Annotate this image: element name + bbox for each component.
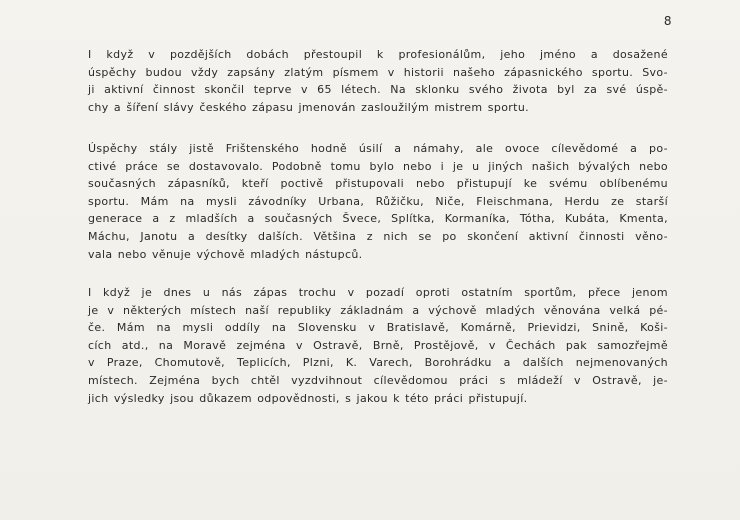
paragraph-line: cích atd., na Moravě zejména v Ostravě, Brně, Prostějově, v Čechách pak samozřejmě [88, 338, 668, 352]
paragraph-line: jich výsledky jsou důkazem odpovědnosti, s jakou k této práci přistupují. [88, 391, 528, 405]
paragraph-line: Máchu, Janotu a desítky dalších. Většina z nich se po skončení aktivní činnosti věno- [88, 229, 668, 243]
paragraph-line: je v některých místech naší republiky základnám a výchově mladých věnována velká pé- [88, 303, 668, 317]
paragraph-line: v Praze, Chomutově, Teplicích, Plzni, K. Varech, Borohrádku a dalších nejmenovaných [88, 356, 668, 370]
paragraph-line: sportu. Mám na mysli závodníky Urbana, Růžičku, Niče, Fleischmana, Herdu ze starší [88, 194, 668, 208]
paragraph-line: I když je dnes u nás zápas trochu v pozadí oproti ostatním sportům, přece jenom [88, 286, 668, 299]
paragraph-line: generace a z mladších a současných Švece, Splítka, Kormaníka, Tótha, Kubáta, Kmenta, [88, 212, 668, 226]
paragraph-1 [88, 46, 668, 116]
page-number: 8 [663, 14, 672, 28]
paragraph-line: úspěchy budou vždy zapsány zlatým písmem v historii našeho zápasnického sportu. Svo- [88, 65, 668, 79]
paragraph-line: chy a šíření slávy českého zápasu jmenován zasloužilým mistrem sportu. [88, 100, 529, 114]
paragraph-line: současných zápasníků, kteří poctivě přistupovali nebo přistupují ke svému oblíbenému [88, 177, 668, 191]
paragraph-line: vala nebo věnuje výchově mladých nástupců. [88, 247, 363, 261]
paragraph-line: I když v pozdějších dobách přestoupil k profesionálům, jeho jméno a dosažené [88, 48, 668, 61]
paragraph-line: ji aktivní činnost skončil teprve v 65 létech. Na sklonku svého života byl za své úspě- [88, 83, 668, 97]
paragraph-2 [88, 140, 668, 263]
paragraph-3 [88, 284, 668, 407]
paragraph-line: místech. Zejména bych chtěl vyzdvihnout cílevědomou práci s mládeží v Ostravě, je- [88, 373, 668, 387]
paragraph-line: ctivé práce se dostavovalo. Podobně tomu bylo nebo i je u jiných našich bývalých nebo [88, 159, 668, 173]
paragraph-line: če. Mám na mysli oddíly na Slovensku v Bratislavě, Komárně, Prievidzi, Snině, Koši- [88, 321, 668, 335]
paragraph-line: Úspěchy stály jistě Frištenského hodně úsilí a námahy, ale ovoce cílevědomé a po- [88, 142, 668, 155]
